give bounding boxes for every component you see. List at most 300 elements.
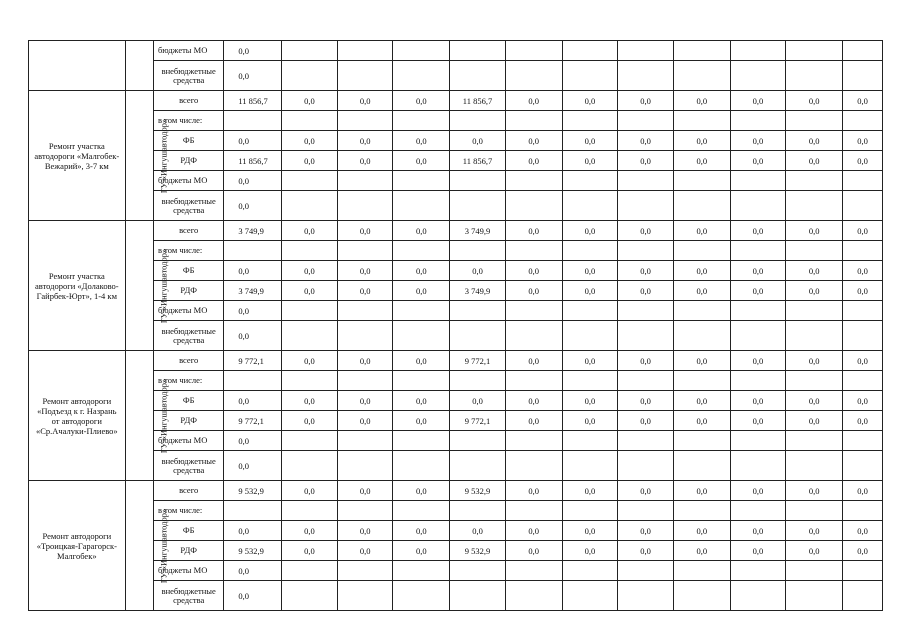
value-cell: 0,0: [673, 391, 730, 411]
empty-cell: [786, 431, 843, 451]
empty-cell: [673, 501, 730, 521]
value-cell: 0,0: [730, 221, 786, 241]
value-cell: 0,0: [618, 411, 674, 431]
value-cell: 0,0: [393, 351, 450, 371]
source-label-fb: ФБ: [153, 391, 223, 411]
empty-cell: [505, 111, 562, 131]
table-row: [29, 321, 883, 351]
empty-cell: [505, 581, 562, 611]
empty-cell: [450, 581, 506, 611]
empty-cell: [618, 321, 674, 351]
value-cell: 0,0: [673, 261, 730, 281]
empty-cell: [282, 321, 338, 351]
value-cell: 0,0: [562, 221, 618, 241]
value-cell: 0,0: [673, 411, 730, 431]
empty-cell: [393, 581, 450, 611]
value-cell: 0,0: [393, 221, 450, 241]
empty-cell: [673, 301, 730, 321]
empty-cell: [843, 501, 883, 521]
value-cell: 0,0: [843, 481, 883, 501]
value-cell: 0,0: [786, 391, 843, 411]
value-cell: 0,0: [282, 91, 338, 111]
table-row: [29, 541, 883, 561]
source-label-fb: ФБ: [153, 521, 223, 541]
empty-cell: [337, 111, 393, 131]
value-cell: 9 532,9: [224, 541, 282, 561]
source-label-total: всего: [153, 221, 223, 241]
empty-cell: [562, 321, 618, 351]
empty-cell: [450, 301, 506, 321]
value-cell: 0,0: [505, 351, 562, 371]
value-cell: 0,0: [843, 391, 883, 411]
executor-name: ГУ «Ингушавтодор»: [157, 378, 168, 453]
table-row: [29, 371, 883, 391]
empty-cell: [450, 321, 506, 351]
value-cell: 0,0: [282, 411, 338, 431]
value-cell: 0,0: [786, 521, 843, 541]
empty-cell: [562, 561, 618, 581]
value-cell: 11 856,7: [450, 151, 506, 171]
empty-cell: [224, 371, 282, 391]
empty-cell: [282, 191, 338, 221]
table-row: [29, 581, 883, 611]
empty-cell: [282, 301, 338, 321]
value-cell: 0,0: [505, 281, 562, 301]
value-cell: 0,0: [618, 91, 674, 111]
value-cell: 0,0: [393, 151, 450, 171]
value-cell: 0,0: [393, 91, 450, 111]
empty-cell: [562, 241, 618, 261]
value-cell: 0,0: [393, 481, 450, 501]
value-cell: 0,0: [393, 281, 450, 301]
empty-cell: [282, 241, 338, 261]
empty-cell: [786, 241, 843, 261]
value-cell: 0,0: [618, 481, 674, 501]
value-cell: 11 856,7: [224, 151, 282, 171]
empty-cell: [673, 431, 730, 451]
empty-cell: [786, 451, 843, 481]
value-cell: 9 772,1: [224, 351, 282, 371]
value-cell: 3 749,9: [450, 221, 506, 241]
value-cell: 0,0: [730, 281, 786, 301]
source-label-fb: ФБ: [153, 261, 223, 281]
value-cell: 0,0: [337, 481, 393, 501]
value-cell: 0,0: [337, 521, 393, 541]
value-cell: 0,0: [282, 151, 338, 171]
value-cell: 0,0: [450, 261, 506, 281]
value-cell: 11 856,7: [450, 91, 506, 111]
source-label-extra: внебюджетные средства: [153, 451, 223, 481]
value-cell: 9 532,9: [450, 481, 506, 501]
empty-cell: [393, 451, 450, 481]
empty-cell: [843, 191, 883, 221]
value-cell: 0,0: [282, 541, 338, 561]
empty-cell: [337, 561, 393, 581]
value-cell: 0,0: [393, 131, 450, 151]
value-cell: 0,0: [562, 481, 618, 501]
table-row: [29, 481, 883, 501]
value-cell: 0,0: [224, 261, 282, 281]
value-cell: 0,0: [730, 351, 786, 371]
value-cell: 0,0: [337, 221, 393, 241]
empty-cell: [618, 301, 674, 321]
value-cell: 0,0: [786, 541, 843, 561]
empty-cell: [282, 171, 338, 191]
empty-cell: [393, 501, 450, 521]
value-cell: 0,0: [450, 131, 506, 151]
empty-cell: [730, 371, 786, 391]
table-row: [29, 521, 883, 541]
empty-cell: [730, 191, 786, 221]
empty-cell: [562, 191, 618, 221]
value-cell: 0,0: [618, 391, 674, 411]
value-cell: 0,0: [562, 91, 618, 111]
value-cell: 0,0: [618, 151, 674, 171]
source-label-mo: бюджеты МО: [153, 561, 223, 581]
empty-cell: [843, 171, 883, 191]
table-row: [29, 281, 883, 301]
project-name: Ремонт участка автодороги «Малгобек-Вежарий», 3-7 км: [29, 91, 126, 221]
empty-cell: [786, 191, 843, 221]
table-row: [29, 431, 883, 451]
value-cell: 0,0: [282, 281, 338, 301]
empty-cell: [673, 241, 730, 261]
table-row: [29, 241, 883, 261]
empty-cell: [505, 501, 562, 521]
empty-cell: [730, 501, 786, 521]
value-cell: 0,0: [505, 411, 562, 431]
empty-cell: [562, 501, 618, 521]
value-cell: 0,0: [505, 261, 562, 281]
value-cell: 0,0: [673, 91, 730, 111]
value-cell: 0,0: [224, 581, 282, 611]
executor-cell: [125, 221, 168, 351]
source-label-total: всего: [153, 91, 223, 111]
budget-table-sheet: [28, 40, 883, 608]
source-label-including: в том числе:: [153, 111, 223, 131]
empty-cell: [450, 451, 506, 481]
empty-cell: [505, 451, 562, 481]
empty-cell: [730, 431, 786, 451]
empty-cell: [505, 561, 562, 581]
value-cell: 0,0: [337, 391, 393, 411]
value-cell: 0,0: [786, 261, 843, 281]
empty-cell: [843, 301, 883, 321]
table-row: [29, 131, 883, 151]
source-label-total: всего: [153, 481, 223, 501]
source-label-including: в том числе:: [153, 241, 223, 261]
value-cell: 0,0: [282, 131, 338, 151]
value-cell: 0,0: [337, 151, 393, 171]
value-cell: 0,0: [505, 541, 562, 561]
value-cell: 0,0: [393, 391, 450, 411]
value-cell: 0,0: [618, 521, 674, 541]
empty-cell: [450, 561, 506, 581]
empty-cell: [618, 561, 674, 581]
value-cell: 0,0: [224, 61, 282, 91]
empty-cell: [450, 171, 506, 191]
table-row: [29, 61, 883, 91]
value-cell: 0,0: [673, 131, 730, 151]
value-cell: 0,0: [505, 521, 562, 541]
empty-cell: [843, 321, 883, 351]
empty-cell: [730, 451, 786, 481]
source-label-mo: бюджеты МО: [153, 171, 223, 191]
empty-cell: [730, 321, 786, 351]
value-cell: 0,0: [393, 541, 450, 561]
empty-cell: [337, 171, 393, 191]
value-cell: 0,0: [224, 301, 282, 321]
empty-cell: [393, 371, 450, 391]
value-cell: 0,0: [337, 411, 393, 431]
value-cell: 0,0: [843, 131, 883, 151]
table-row: [29, 451, 883, 481]
empty-cell: [843, 111, 883, 131]
empty-cell: [337, 501, 393, 521]
value-cell: 0,0: [618, 221, 674, 241]
empty-cell: [393, 191, 450, 221]
empty-cell: [393, 301, 450, 321]
empty-cell: [730, 111, 786, 131]
empty-cell: [730, 241, 786, 261]
value-cell: 0,0: [843, 91, 883, 111]
executor-cell: [125, 91, 168, 221]
value-cell: 0,0: [562, 411, 618, 431]
value-cell: 0,0: [562, 151, 618, 171]
project-name: Ремонт участка автодороги «Долаково-Гайрбек-Юрт», 1-4 км: [29, 221, 126, 351]
value-cell: 0,0: [786, 481, 843, 501]
value-cell: 0,0: [730, 151, 786, 171]
value-cell: 0,0: [843, 521, 883, 541]
value-cell: 0,0: [282, 221, 338, 241]
value-cell: 0,0: [282, 481, 338, 501]
empty-cell: [450, 371, 506, 391]
empty-cell: [618, 111, 674, 131]
table-row: [29, 171, 883, 191]
value-cell: 0,0: [730, 91, 786, 111]
value-cell: 0,0: [224, 131, 282, 151]
empty-cell: [843, 241, 883, 261]
source-label-rdf: РДФ: [153, 411, 223, 431]
value-cell: 0,0: [562, 521, 618, 541]
value-cell: 0,0: [618, 541, 674, 561]
value-cell: 0,0: [337, 261, 393, 281]
empty-cell: [282, 501, 338, 521]
value-cell: 0,0: [730, 521, 786, 541]
value-cell: 0,0: [673, 521, 730, 541]
value-cell: 0,0: [562, 131, 618, 151]
value-cell: 0,0: [224, 451, 282, 481]
empty-cell: [618, 191, 674, 221]
value-cell: 0,0: [786, 281, 843, 301]
empty-cell: [450, 111, 506, 131]
empty-cell: [843, 371, 883, 391]
value-cell: 0,0: [282, 391, 338, 411]
empty-cell: [673, 451, 730, 481]
executor-name: ГУ «Ингушавтодор»: [157, 508, 168, 583]
empty-cell: [393, 241, 450, 261]
executor-cell: [125, 481, 168, 611]
table-row: [29, 561, 883, 581]
empty-cell: [224, 111, 282, 131]
value-cell: 11 856,7: [224, 91, 282, 111]
table-row: [29, 91, 883, 111]
value-cell: 0,0: [562, 261, 618, 281]
value-cell: 0,0: [730, 481, 786, 501]
empty-cell: [562, 581, 618, 611]
value-cell: 0,0: [337, 351, 393, 371]
budget-table-body: [29, 41, 883, 611]
value-cell: 0,0: [786, 411, 843, 431]
empty-cell: [618, 501, 674, 521]
value-cell: 0,0: [562, 351, 618, 371]
executor-name: ГУ «Ингушавтодор»: [157, 248, 168, 323]
source-label-rdf: РДФ: [153, 541, 223, 561]
empty-cell: [730, 301, 786, 321]
empty-cell: [337, 431, 393, 451]
source-label-rdf: РДФ: [153, 151, 223, 171]
source-label-extra: внебюджетные средства: [153, 61, 223, 91]
value-cell: 0,0: [730, 261, 786, 281]
value-cell: 0,0: [673, 151, 730, 171]
value-cell: 0,0: [843, 151, 883, 171]
value-cell: 0,0: [282, 261, 338, 281]
empty-cell: [224, 241, 282, 261]
value-cell: 0,0: [618, 351, 674, 371]
value-cell: 0,0: [843, 261, 883, 281]
value-cell: 0,0: [673, 481, 730, 501]
value-cell: 0,0: [282, 351, 338, 371]
value-cell: 0,0: [730, 541, 786, 561]
value-cell: 0,0: [673, 351, 730, 371]
project-name: Ремонт автодороги «Подъезд к г. Назрань от автодороги «Ср.Ачалуки-Плиево»: [29, 351, 126, 481]
empty-cell: [618, 241, 674, 261]
value-cell: 0,0: [337, 541, 393, 561]
empty-cell: [505, 431, 562, 451]
value-cell: 0,0: [337, 131, 393, 151]
value-cell: 0,0: [505, 221, 562, 241]
empty-cell: [282, 581, 338, 611]
project-name: Ремонт автодороги «Троицкая-Гарагорск-Малгобек»: [29, 481, 126, 611]
empty-cell: [393, 561, 450, 581]
table-row: [29, 261, 883, 281]
empty-cell: [730, 171, 786, 191]
empty-cell: [337, 321, 393, 351]
empty-cell: [730, 581, 786, 611]
value-cell: 0,0: [224, 521, 282, 541]
value-cell: 0,0: [224, 321, 282, 351]
table-row: [29, 41, 883, 61]
value-cell: 3 749,9: [224, 281, 282, 301]
empty-cell: [673, 321, 730, 351]
value-cell: 0,0: [843, 221, 883, 241]
table-row: [29, 301, 883, 321]
value-cell: 0,0: [786, 221, 843, 241]
empty-cell: [337, 581, 393, 611]
value-cell: 0,0: [673, 541, 730, 561]
empty-cell: [673, 191, 730, 221]
table-row: [29, 151, 883, 171]
value-cell: 0,0: [393, 521, 450, 541]
value-cell: 0,0: [224, 391, 282, 411]
table-row: [29, 191, 883, 221]
empty-cell: [786, 581, 843, 611]
value-cell: 0,0: [618, 261, 674, 281]
value-cell: 0,0: [843, 281, 883, 301]
empty-cell: [282, 561, 338, 581]
empty-cell: [562, 371, 618, 391]
empty-cell: [450, 501, 506, 521]
source-label-fb: ФБ: [153, 131, 223, 151]
value-cell: 0,0: [282, 521, 338, 541]
value-cell: 0,0: [562, 541, 618, 561]
table-row: [29, 111, 883, 131]
source-label-total: всего: [153, 351, 223, 371]
value-cell: 0,0: [393, 261, 450, 281]
empty-cell: [786, 111, 843, 131]
value-cell: 9 532,9: [224, 481, 282, 501]
source-label-mo: бюджеты МО: [153, 41, 223, 61]
source-label-including: в том числе:: [153, 501, 223, 521]
empty-cell: [282, 111, 338, 131]
empty-cell: [618, 371, 674, 391]
source-label-including: в том числе:: [153, 371, 223, 391]
source-label-extra: внебюджетные средства: [153, 191, 223, 221]
empty-cell: [562, 451, 618, 481]
value-cell: 0,0: [786, 151, 843, 171]
empty-cell: [282, 371, 338, 391]
empty-cell: [505, 191, 562, 221]
value-cell: 0,0: [505, 481, 562, 501]
value-cell: 9 772,1: [224, 411, 282, 431]
empty-cell: [843, 581, 883, 611]
empty-cell: [843, 451, 883, 481]
empty-cell: [450, 241, 506, 261]
empty-cell: [505, 371, 562, 391]
empty-cell: [618, 451, 674, 481]
value-cell: 0,0: [224, 41, 282, 61]
source-label-mo: бюджеты МО: [153, 301, 223, 321]
value-cell: 0,0: [224, 171, 282, 191]
empty-cell: [843, 561, 883, 581]
empty-cell: [673, 171, 730, 191]
empty-cell: [224, 501, 282, 521]
empty-cell: [505, 321, 562, 351]
value-cell: 0,0: [505, 151, 562, 171]
empty-cell: [618, 431, 674, 451]
value-cell: 0,0: [843, 541, 883, 561]
table-row: [29, 221, 883, 241]
value-cell: 0,0: [224, 431, 282, 451]
empty-cell: [786, 321, 843, 351]
empty-cell: [450, 191, 506, 221]
value-cell: 0,0: [505, 131, 562, 151]
value-cell: 9 772,1: [450, 351, 506, 371]
table-row: [29, 391, 883, 411]
empty-cell: [505, 301, 562, 321]
value-cell: 3 749,9: [224, 221, 282, 241]
value-cell: 0,0: [786, 351, 843, 371]
value-cell: 0,0: [843, 411, 883, 431]
empty-cell: [393, 431, 450, 451]
empty-cell: [843, 431, 883, 451]
value-cell: 0,0: [730, 131, 786, 151]
value-cell: 0,0: [730, 391, 786, 411]
value-cell: 9 532,9: [450, 541, 506, 561]
source-label-extra: внебюджетные средства: [153, 321, 223, 351]
value-cell: 0,0: [673, 221, 730, 241]
empty-cell: [282, 451, 338, 481]
